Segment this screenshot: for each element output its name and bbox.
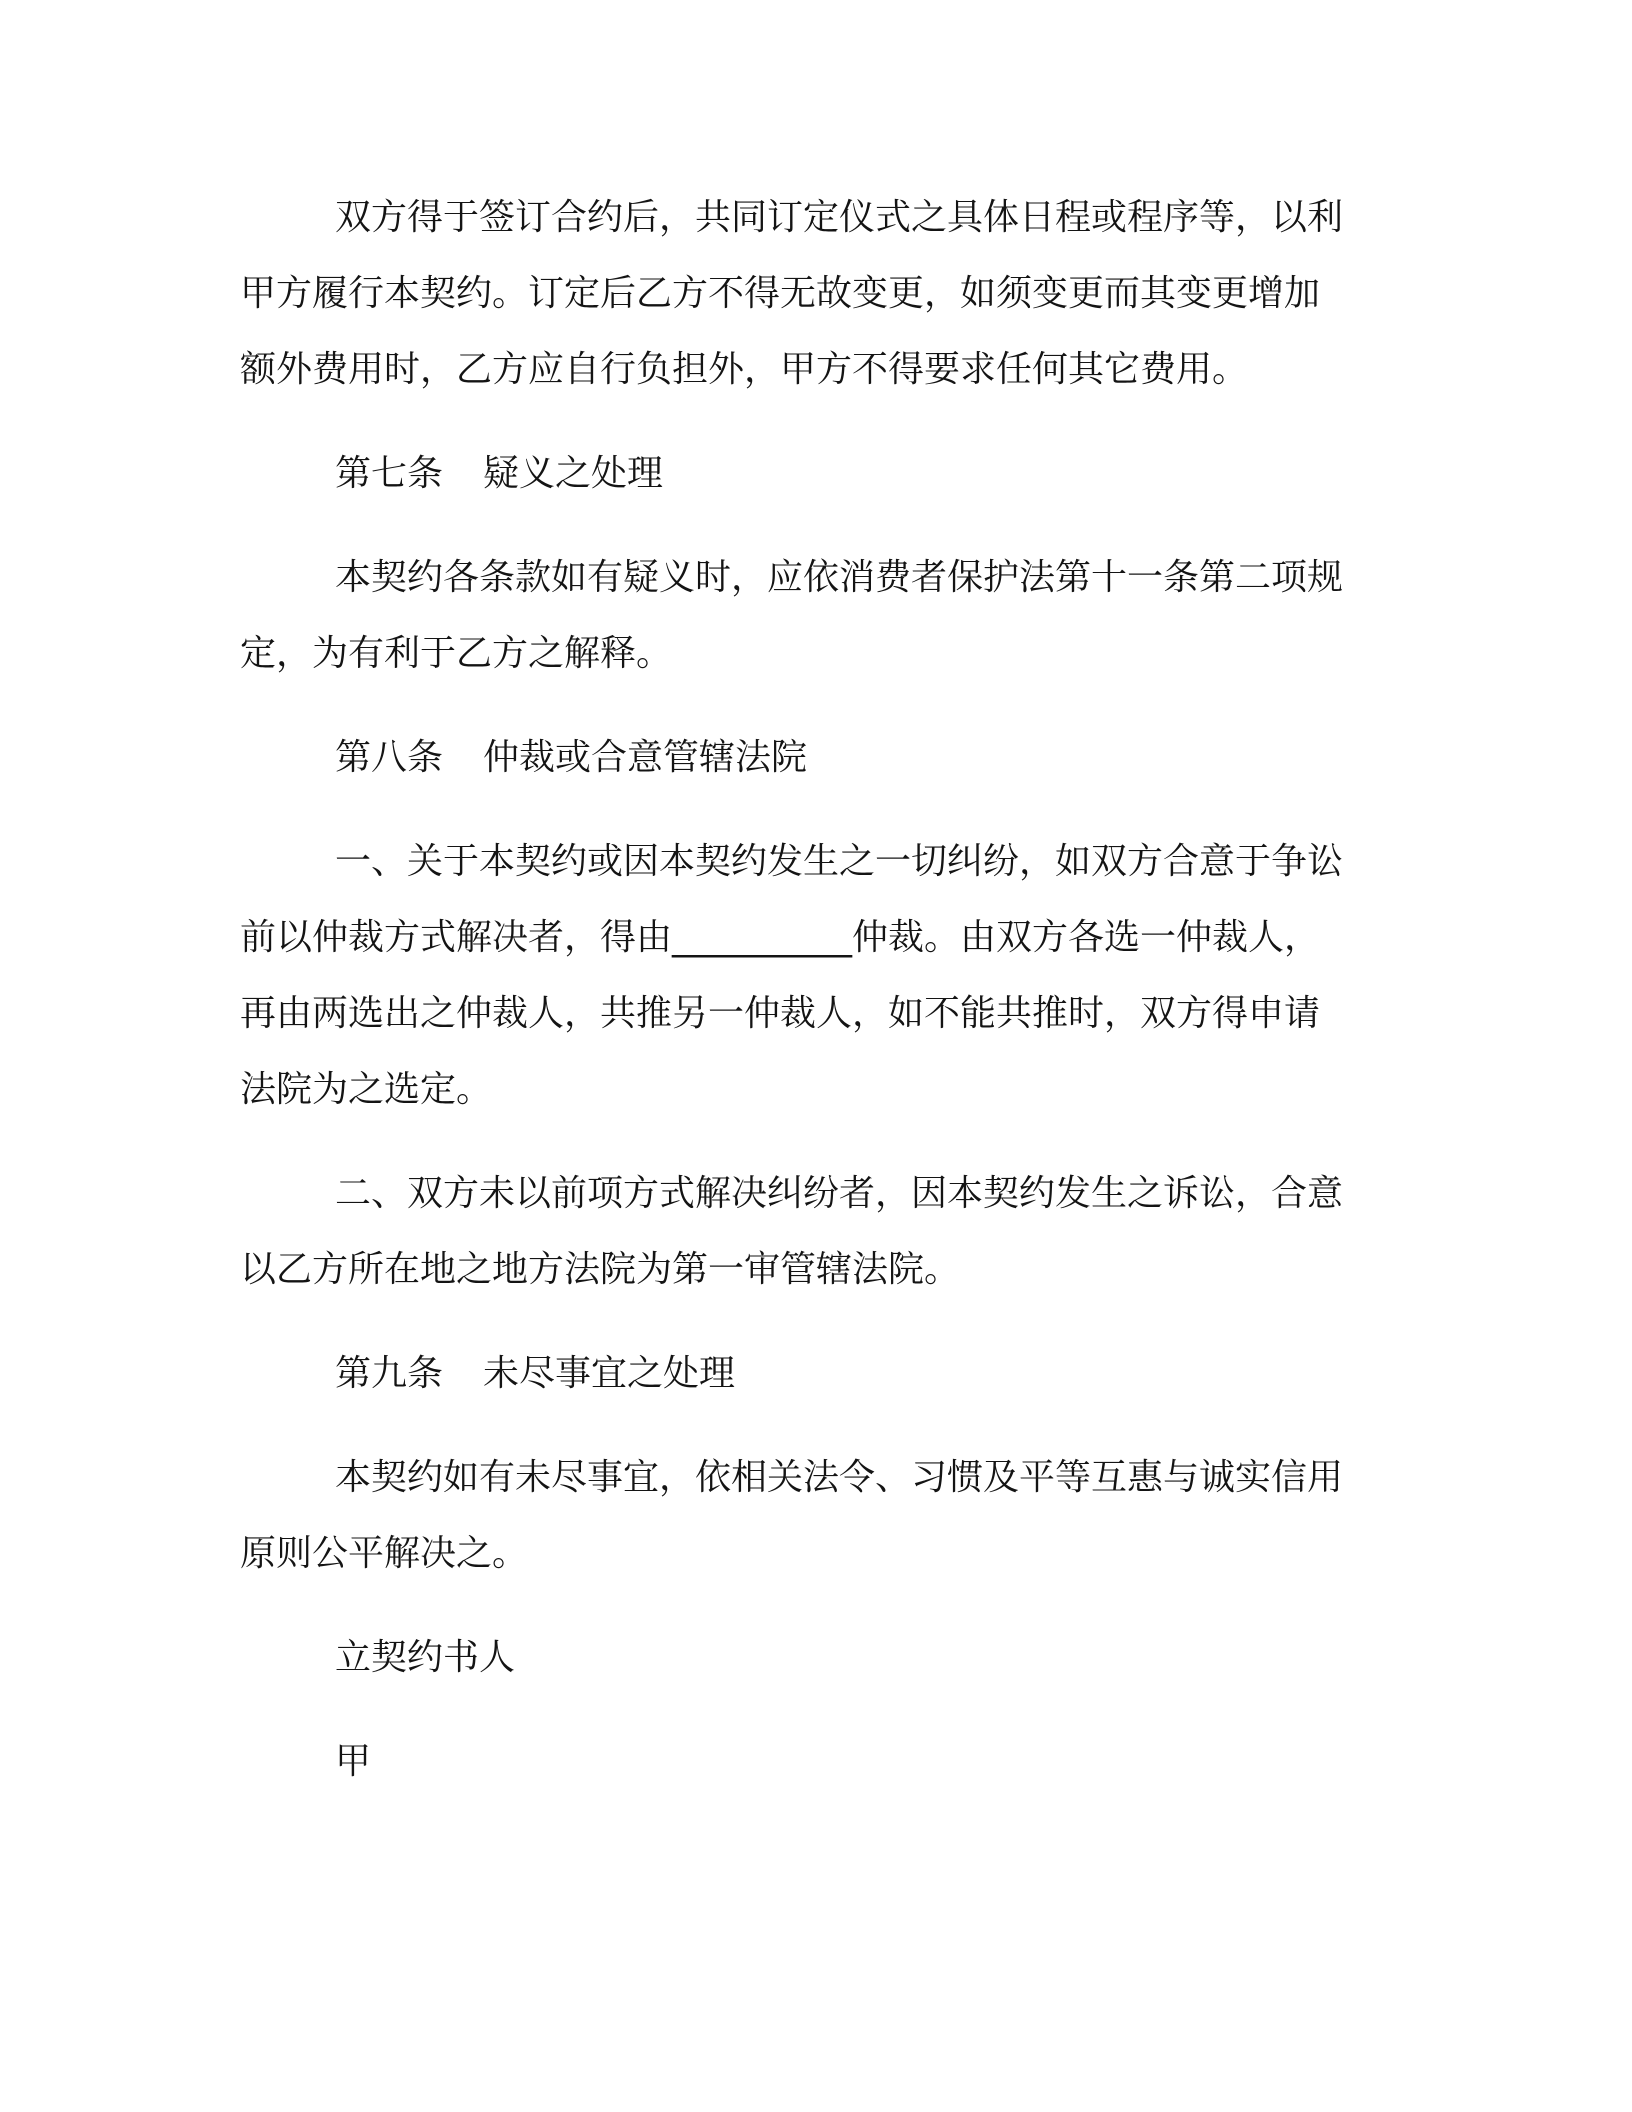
paragraph-line: 甲方履行本契约。订定后乙方不得无故变更，如须变更而其变更增加 [240, 273, 1321, 314]
article-title: 仲裁或合意管辖法院 [483, 737, 808, 778]
article-heading-8 [335, 734, 807, 782]
paragraph-line: 一、关于本契约或因本契约发生之一切纠纷，如双方合意于争讼 [335, 841, 1344, 882]
paragraph-line: 法院为之选定。 [240, 1069, 493, 1110]
article-number: 第九条 [335, 1353, 444, 1394]
article-number: 第七条 [335, 453, 444, 494]
article-number: 第八条 [335, 737, 444, 778]
paragraph-line: 额外费用时，乙方应自行负担外，甲方不得要求任何其它费用。 [240, 349, 1249, 390]
article-heading-7 [335, 450, 663, 498]
article-title: 未尽事宜之处理 [483, 1353, 736, 1394]
paragraph-line: 以乙方所在地之地方法院为第一审管辖法院。 [240, 1249, 961, 1290]
paragraph-line: 前以仲裁方式解决者，得由__________仲裁。由双方各选一仲裁人， [240, 917, 1321, 958]
paragraph-line: 双方得于签订合约后，共同订定仪式之具体日程或程序等，以利 [335, 197, 1344, 238]
article-heading-9 [335, 1350, 735, 1398]
paragraph-line: 二、双方未以前项方式解决纠纷者，因本契约发生之诉讼，合意 [335, 1173, 1344, 1214]
article-title: 疑义之处理 [483, 453, 664, 494]
party-a-label: 甲 [335, 1741, 372, 1782]
paragraph-line: 定，为有利于乙方之解释。 [240, 633, 673, 674]
signatory-label: 立契约书人 [335, 1637, 516, 1678]
paragraph-line: 原则公平解决之。 [240, 1533, 529, 1574]
paragraph-line: 本契约各条款如有疑义时，应依消费者保护法第十一条第二项规 [335, 557, 1344, 598]
paragraph-line: 本契约如有未尽事宜，依相关法令、习惯及平等互惠与诚实信用 [335, 1457, 1344, 1498]
paragraph-line: 再由两选出之仲裁人，共推另一仲裁人，如不能共推时，双方得申请 [240, 993, 1321, 1034]
